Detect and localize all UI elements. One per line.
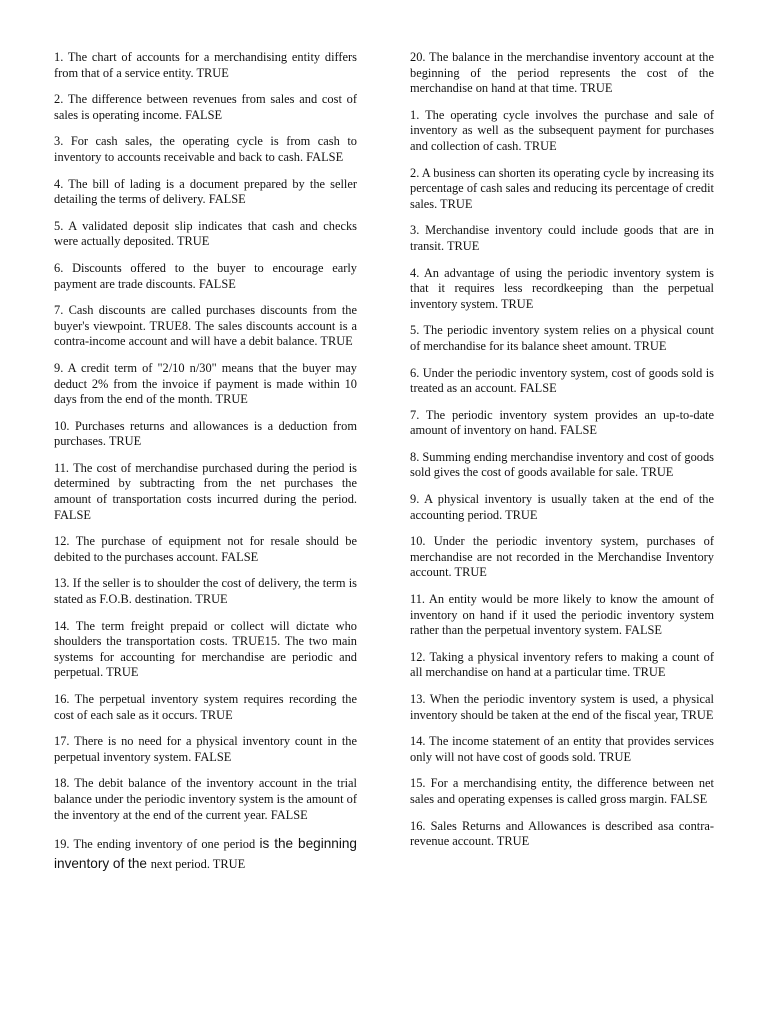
list-item: 13. If the seller is to shoulder the cost of delivery, the term is stated as F.O.B. destination. TRUE xyxy=(54,576,357,607)
list-item: 16. Sales Returns and Allowances is described asa contra-revenue account. TRUE xyxy=(410,818,714,849)
list-item: 6. Under the periodic inventory system, cost of goods sold is treated as an account. FALSE xyxy=(410,365,714,396)
list-item: 3. For cash sales, the operating cycle is from cash to inventory to accounts receivable and back to cash. FALSE xyxy=(54,134,357,164)
list-item: 3. Merchandise inventory could include goods that are in transit. TRUE xyxy=(410,223,714,253)
list-item: 5. The periodic inventory system relies on a physical count of merchandise for its balance sheet amount. TRUE xyxy=(410,323,714,353)
list-item: 18. The debit balance of the inventory account in the trial balance under the periodic inventory system is the amount of the inventory at the end of the current year. FALSE xyxy=(54,776,357,822)
list-item-19-part3: next period. TRUE xyxy=(150,857,246,872)
list-item: 6. Discounts offered to the buyer to encourage early payment are trade discounts. FALSE xyxy=(54,260,357,291)
list-item: 8. Summing ending merchandise inventory and cost of goods sold gives the cost of goods available for sale. TRUE xyxy=(410,449,714,480)
list-item: 5. A validated deposit slip indicates that cash and checks were actually deposited. TRUE xyxy=(54,218,357,249)
list-item: 15. For a merchandising entity, the difference between net sales and operating expenses is called gross margin. FALSE xyxy=(410,776,714,806)
list-item: 12. Taking a physical inventory refers to making a count of all merchandise on hand at a particular time. TRUE xyxy=(410,649,714,680)
list-item: 11. An entity would be more likely to know the amount of inventory on hand if it used the periodic inventory system rather than the perpetual inventory system. FALSE xyxy=(410,592,714,638)
list-item: 4. The bill of lading is a document prepared by the seller detailing the terms of delivery. FALSE xyxy=(54,176,357,207)
list-item: 16. The perpetual inventory system requires recording the cost of each sale as it occurs. TRUE xyxy=(54,692,357,722)
list-item: 7. The periodic inventory system provides an up-to-date amount of inventory on hand. FALSE xyxy=(410,407,714,438)
list-item: 9. A credit term of "2/10 n/30" means that the buyer may deduct 2% from the invoice if payment is made within 10 days from the end of the month. TRUE xyxy=(54,360,357,407)
list-item: 9. A physical inventory is usually taken at the end of the accounting period. TRUE xyxy=(410,492,714,522)
list-item: 7. Cash discounts are called purchases discounts from the buyer's viewpoint. TRUE8. The sales discounts account is a contra-income account and will have a debit balance. TRUE xyxy=(54,303,357,349)
list-item: 14. The income statement of an entity that provides services only will not have cost of goods sold. TRUE xyxy=(410,734,714,764)
list-item: 10. Under the periodic inventory system, purchases of merchandise are not recorded in the Merchandise Inventory account. TRUE xyxy=(410,534,714,580)
list-item: 1. The operating cycle involves the purchase and sale of inventory as well as the subsequent payment for purchases and collection of cash. TRUE xyxy=(410,107,714,153)
list-item: 1. The chart of accounts for a merchandising entity differs from that of a service entity. TRUE xyxy=(54,50,357,80)
list-item: 11. The cost of merchandise purchased during the period is determined by subtracting from the net purchases the amount of transportation costs incurred during the period. FALSE xyxy=(54,460,357,522)
list-item: 2. A business can shorten its operating cycle by increasing its percentage of cash sales and reducing its percentage of credit sales. TRUE xyxy=(410,165,714,211)
list-item-19-part1: 19. The ending inventory of one period xyxy=(54,837,260,852)
list-item: 17. There is no need for a physical inventory count in the perpetual inventory system. FALSE xyxy=(54,734,357,764)
left-column xyxy=(54,50,357,885)
list-item: 4. An advantage of using the periodic inventory system is that it requires less recordkeeping than the perpetual inventory system. TRUE xyxy=(410,265,714,311)
list-item: 20. The balance in the merchandise inventory account at the beginning of the period represents the cost of the merchandise on hand at that time. TRUE xyxy=(410,50,714,96)
list-item: 2. The difference between revenues from sales and cost of sales is operating income. FALSE xyxy=(54,92,357,122)
right-column xyxy=(410,50,714,861)
list-item-19-part2: is the beginning inventory of the xyxy=(54,836,357,872)
list-item: 14. The term freight prepaid or collect will dictate who shoulders the transportation costs. TRUE15. The two main systems for accounting for merchandise are periodic and perpetual. TRUE xyxy=(54,618,357,680)
list-item: 12. The purchase of equipment not for resale should be debited to the purchases account. FALSE xyxy=(54,534,357,564)
list-item: 10. Purchases returns and allowances is a deduction from purchases. TRUE xyxy=(54,418,357,449)
list-item: 13. When the periodic inventory system is used, a physical inventory should be taken at the end of the fiscal year, TRUE xyxy=(410,692,714,722)
list-item-19 xyxy=(54,834,357,874)
